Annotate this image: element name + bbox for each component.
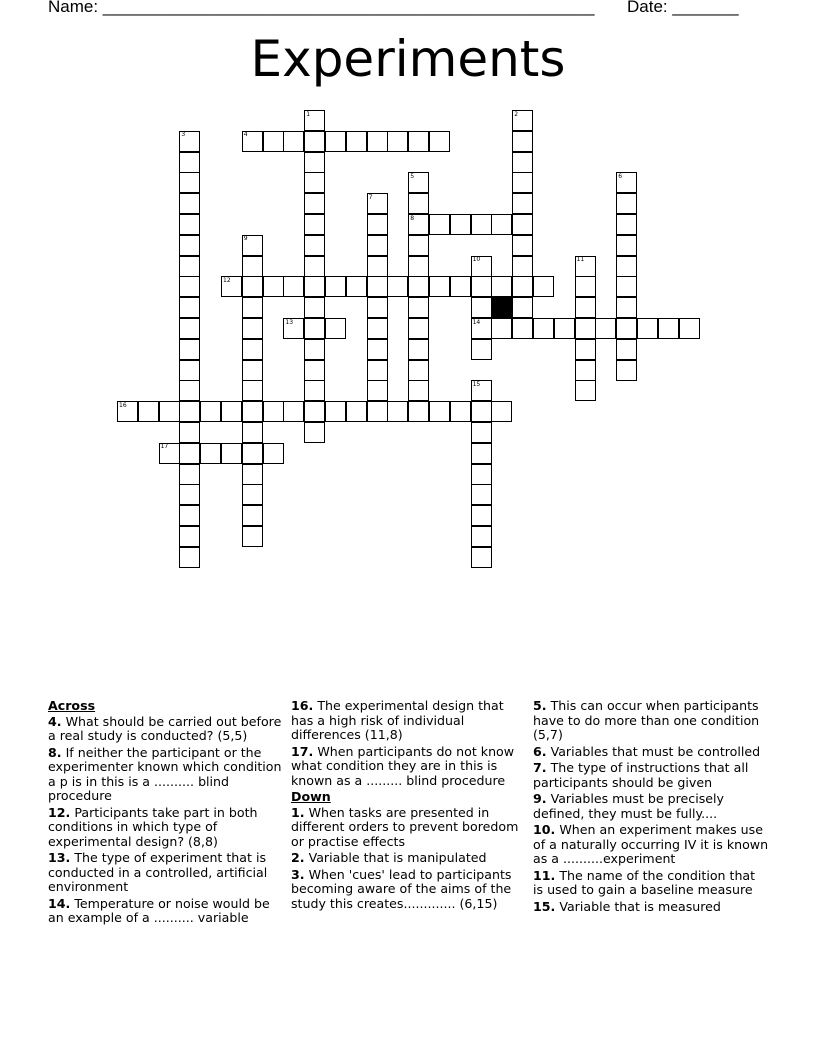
crossword-cell[interactable] xyxy=(325,276,346,297)
crossword-cell[interactable] xyxy=(616,360,637,381)
clue-number: 15. xyxy=(533,898,556,914)
clue-number: 6 xyxy=(618,172,623,180)
crossword-cell[interactable] xyxy=(179,526,200,547)
crossword-cell[interactable] xyxy=(471,547,492,568)
clue-number: 3 xyxy=(181,131,186,139)
crossword-cell[interactable] xyxy=(221,401,242,422)
clue-number: 9. xyxy=(533,791,547,806)
crossword-cell[interactable] xyxy=(471,318,492,339)
crossword-cell[interactable] xyxy=(242,484,263,505)
crossword-cell[interactable] xyxy=(179,131,200,152)
clue-text: Variable that is manipulated xyxy=(308,850,487,865)
crossword-cell[interactable] xyxy=(408,235,429,256)
crossword-cell[interactable] xyxy=(304,360,325,381)
crossword-cell[interactable] xyxy=(658,318,679,339)
crossword-cell[interactable] xyxy=(367,193,388,214)
clue-number: 13. xyxy=(48,850,71,865)
clue-number: 13 xyxy=(285,318,294,326)
clue-text: This can occur when participants have to do more than one condition (5,7) xyxy=(533,698,760,742)
clue-number: 16 xyxy=(119,401,127,409)
crossword-cell[interactable] xyxy=(616,276,637,297)
crossword-cell[interactable] xyxy=(408,360,429,381)
crossword-cell[interactable] xyxy=(471,526,492,547)
crossword-cell[interactable] xyxy=(179,172,200,193)
crossword-cell[interactable] xyxy=(304,339,325,360)
crossword-cell[interactable] xyxy=(408,401,429,422)
clue-number: 8. xyxy=(48,744,62,760)
crossword-cell[interactable] xyxy=(575,318,596,339)
crossword-cell[interactable] xyxy=(304,110,325,131)
clue-text: When participants do not know what condition they are in this is known as a ......... blind procedure xyxy=(291,743,515,788)
crossword-cell[interactable] xyxy=(304,193,325,214)
crossword-cell[interactable] xyxy=(512,152,533,173)
clue-text: The name of the condition that is used to gain a baseline measure xyxy=(533,867,756,897)
crossword-cell[interactable] xyxy=(242,505,263,526)
crossword-cell[interactable] xyxy=(263,443,284,464)
crossword-cell[interactable] xyxy=(471,443,492,464)
page-title: Experiments xyxy=(250,30,566,88)
crossword-cell[interactable] xyxy=(512,172,533,193)
crossword-cell[interactable] xyxy=(367,256,388,277)
crossword-cell[interactable] xyxy=(304,422,325,443)
crossword-cell[interactable] xyxy=(242,131,263,152)
crossword-cell[interactable] xyxy=(263,131,284,152)
crossword-cell[interactable] xyxy=(367,360,388,381)
date-field-label: Date: _______ xyxy=(627,0,739,16)
clue-number: 11 xyxy=(576,256,585,264)
crossword-cell[interactable] xyxy=(471,422,492,443)
crossword-cell[interactable] xyxy=(408,318,429,339)
clue-text: Variables must be precisely defined, they must be fully.... xyxy=(533,791,724,821)
crossword-cell[interactable] xyxy=(616,193,637,214)
clue-item xyxy=(291,745,527,789)
crossword-cell[interactable] xyxy=(179,401,200,422)
crossword-cell[interactable] xyxy=(491,214,512,235)
clue-number: 2. xyxy=(291,850,305,865)
crossword-cell[interactable] xyxy=(242,297,263,318)
clues-column-2 xyxy=(291,699,527,913)
crossword-cell[interactable] xyxy=(304,276,325,297)
clue-number: 2 xyxy=(514,110,519,118)
clue-text: Variables that must be controlled xyxy=(550,743,761,759)
crossword-cell[interactable] xyxy=(512,131,533,152)
crossword-cell[interactable] xyxy=(408,256,429,277)
crossword-cell[interactable] xyxy=(387,401,408,422)
clue-text: Variable that is measured xyxy=(559,898,721,914)
clue-number: 10. xyxy=(533,822,556,837)
clue-number: 1 xyxy=(306,110,311,118)
clue-text: Temperature or noise would be an example of a .......... variable xyxy=(48,895,270,925)
crossword-cell[interactable] xyxy=(471,214,492,235)
crossword-cell[interactable] xyxy=(346,131,367,152)
crossword-cell[interactable] xyxy=(263,276,284,297)
crossword-cell[interactable] xyxy=(242,526,263,547)
crossword-cell[interactable] xyxy=(408,297,429,318)
crossword-cell[interactable] xyxy=(616,318,637,339)
crossword-cell[interactable] xyxy=(179,256,200,277)
clue-text: What should be carried out before a real study is conducted? (5,5) xyxy=(48,713,282,743)
crossword-cell[interactable] xyxy=(367,401,388,422)
clue-text: When tasks are presented in different orders to prevent boredom or practise effects xyxy=(291,804,519,849)
crossword-cell[interactable] xyxy=(179,297,200,318)
crossword-cell[interactable] xyxy=(533,276,554,297)
crossword-cell[interactable] xyxy=(471,401,492,422)
crossword-cell[interactable] xyxy=(117,401,138,422)
clue-text: The type of instructions that all participants should be given xyxy=(533,760,749,790)
crossword-cell[interactable] xyxy=(512,235,533,256)
crossword-cell[interactable] xyxy=(616,235,637,256)
crossword-cell[interactable] xyxy=(304,318,325,339)
crossword-cell[interactable] xyxy=(179,339,200,360)
crossword-cell[interactable] xyxy=(283,276,304,297)
crossword-cell[interactable] xyxy=(179,235,200,256)
crossword-cell[interactable] xyxy=(429,401,450,422)
crossword-cell[interactable] xyxy=(304,256,325,277)
crossword-cell[interactable] xyxy=(304,172,325,193)
crossword-cell[interactable] xyxy=(138,401,159,422)
crossword-cell[interactable] xyxy=(367,214,388,235)
crossword-cell[interactable] xyxy=(242,276,263,297)
black-square xyxy=(491,297,512,318)
crossword-cell[interactable] xyxy=(179,484,200,505)
crossword-cell[interactable] xyxy=(429,276,450,297)
crossword-cell[interactable] xyxy=(242,443,263,464)
crossword-cell[interactable] xyxy=(367,339,388,360)
crossword-cell[interactable] xyxy=(242,256,263,277)
crossword-cell[interactable] xyxy=(179,318,200,339)
clue-item xyxy=(533,699,769,743)
clue-text: The experimental design that has a high risk of individual differences (11,8) xyxy=(291,698,504,742)
clue-number: 6. xyxy=(533,743,547,759)
crossword-cell[interactable] xyxy=(242,339,263,360)
crossword-cell[interactable] xyxy=(575,339,596,360)
crossword-cell[interactable] xyxy=(408,193,429,214)
crossword-cell[interactable] xyxy=(408,131,429,152)
crossword-cell[interactable] xyxy=(304,297,325,318)
crossword-cell[interactable] xyxy=(325,401,346,422)
crossword-cell[interactable] xyxy=(179,422,200,443)
clue-number: 11. xyxy=(533,867,556,883)
clue-item xyxy=(533,823,769,867)
crossword-cell[interactable] xyxy=(512,193,533,214)
crossword-cell[interactable] xyxy=(408,339,429,360)
crossword-cell[interactable] xyxy=(471,339,492,360)
crossword-cell[interactable] xyxy=(346,401,367,422)
crossword-cell[interactable] xyxy=(616,297,637,318)
clue-number: 14. xyxy=(48,895,71,911)
crossword-cell[interactable] xyxy=(429,131,450,152)
clue-item xyxy=(533,869,769,898)
clue-number: 17. xyxy=(291,743,314,759)
crossword-cell[interactable] xyxy=(408,214,429,235)
crossword-cell[interactable] xyxy=(575,380,596,401)
crossword-cell[interactable] xyxy=(179,547,200,568)
crossword-cell[interactable] xyxy=(575,297,596,318)
crossword-cell[interactable] xyxy=(512,297,533,318)
crossword-cell[interactable] xyxy=(679,318,700,339)
clue-number: 4. xyxy=(48,713,62,729)
crossword-cell[interactable] xyxy=(304,235,325,256)
clue-number: 17 xyxy=(160,443,169,451)
clue-number: 7. xyxy=(533,760,547,775)
crossword-cell[interactable] xyxy=(179,214,200,235)
crossword-cell[interactable] xyxy=(450,276,471,297)
crossword-cell[interactable] xyxy=(471,464,492,485)
crossword-cell[interactable] xyxy=(179,505,200,526)
crossword-cell[interactable] xyxy=(471,256,492,277)
clue-text: The type of experiment that is conducted in a controlled, artificial environment xyxy=(48,850,268,894)
down-heading: Down xyxy=(291,789,331,804)
crossword-cell[interactable] xyxy=(242,464,263,485)
crossword-cell[interactable] xyxy=(471,276,492,297)
clue-item xyxy=(291,699,527,743)
crossword-cell[interactable] xyxy=(346,276,367,297)
crossword-cell[interactable] xyxy=(200,443,221,464)
crossword-cell[interactable] xyxy=(283,131,304,152)
crossword-cell[interactable] xyxy=(304,214,325,235)
crossword-cell[interactable] xyxy=(242,401,263,422)
clue-number: 3. xyxy=(291,866,305,882)
clue-item xyxy=(291,851,527,866)
crossword-cell[interactable] xyxy=(471,505,492,526)
crossword-cell[interactable] xyxy=(512,276,533,297)
clue-text: When 'cues' lead to participants becoming aware of the aims of the study this creates............. (6,15) xyxy=(291,866,512,911)
crossword-cell[interactable] xyxy=(429,214,450,235)
crossword-cell[interactable] xyxy=(304,401,325,422)
clue-number: 8 xyxy=(410,214,415,222)
clue-item xyxy=(48,715,284,744)
clue-item xyxy=(48,806,284,850)
clue-number: 1. xyxy=(291,804,305,820)
crossword-cell[interactable] xyxy=(512,110,533,131)
crossword-cell[interactable] xyxy=(325,131,346,152)
crossword-cell[interactable] xyxy=(575,256,596,277)
clue-item xyxy=(533,792,769,821)
crossword-cell[interactable] xyxy=(304,131,325,152)
crossword-cell[interactable] xyxy=(325,318,346,339)
clue-number: 5. xyxy=(533,698,547,713)
crossword-cell[interactable] xyxy=(491,276,512,297)
crossword-cell[interactable] xyxy=(242,318,263,339)
crossword-cell[interactable] xyxy=(367,297,388,318)
clue-number: 15 xyxy=(472,380,481,388)
crossword-cell[interactable] xyxy=(575,276,596,297)
crossword-cell[interactable] xyxy=(242,235,263,256)
clue-text: Participants take part in both conditions in which type of experimental design? (8,8) xyxy=(48,804,258,849)
crossword-cell[interactable] xyxy=(304,380,325,401)
crossword-cell[interactable] xyxy=(491,401,512,422)
crossword-cell[interactable] xyxy=(450,401,471,422)
clue-number: 16. xyxy=(291,698,314,713)
clue-number: 7 xyxy=(368,193,373,201)
name-field-label: Name: ____________________________________________________ xyxy=(48,0,595,16)
across-heading: Across xyxy=(48,698,96,713)
crossword-cell[interactable] xyxy=(263,401,284,422)
crossword-cell[interactable] xyxy=(408,172,429,193)
crossword-cell[interactable] xyxy=(179,464,200,485)
clue-number: 9 xyxy=(243,235,248,243)
crossword-cell[interactable] xyxy=(200,401,221,422)
crossword-cell[interactable] xyxy=(179,443,200,464)
crossword-cell[interactable] xyxy=(242,380,263,401)
clue-number: 5 xyxy=(410,172,415,180)
clue-item xyxy=(48,851,284,895)
clue-number: 12 xyxy=(223,276,231,284)
crossword-cell[interactable] xyxy=(221,276,242,297)
crossword-cell[interactable] xyxy=(491,318,512,339)
crossword-cell[interactable] xyxy=(367,235,388,256)
clue-number: 12. xyxy=(48,804,71,820)
crossword-cell[interactable] xyxy=(595,318,616,339)
crossword-cell[interactable] xyxy=(367,276,388,297)
crossword-cell[interactable] xyxy=(408,276,429,297)
crossword-cell[interactable] xyxy=(367,318,388,339)
clue-item xyxy=(48,746,284,804)
crossword-cell[interactable] xyxy=(616,214,637,235)
crossword-cell[interactable] xyxy=(283,401,304,422)
crossword-cell[interactable] xyxy=(179,193,200,214)
clue-item xyxy=(533,900,769,915)
crossword-cell[interactable] xyxy=(159,401,180,422)
crossword-cell[interactable] xyxy=(367,131,388,152)
crossword-cell[interactable] xyxy=(471,380,492,401)
crossword-cell[interactable] xyxy=(367,380,388,401)
crossword-cell[interactable] xyxy=(616,339,637,360)
crossword-cell[interactable] xyxy=(471,297,492,318)
crossword-cell[interactable] xyxy=(387,131,408,152)
crossword-cell[interactable] xyxy=(304,152,325,173)
crossword-cell[interactable] xyxy=(637,318,658,339)
crossword-cell[interactable] xyxy=(512,318,533,339)
crossword-cell[interactable] xyxy=(471,484,492,505)
clue-item xyxy=(533,745,769,760)
crossword-cell[interactable] xyxy=(242,360,263,381)
clue-number: 14 xyxy=(472,318,481,326)
crossword-cell[interactable] xyxy=(242,422,263,443)
crossword-cell[interactable] xyxy=(575,360,596,381)
crossword-cell[interactable] xyxy=(450,214,471,235)
crossword-cell[interactable] xyxy=(221,443,242,464)
crossword-cell[interactable] xyxy=(179,380,200,401)
crossword-cell[interactable] xyxy=(533,318,554,339)
crossword-cell[interactable] xyxy=(179,276,200,297)
clues-column-1 xyxy=(48,699,284,928)
clue-text: If neither the participant or the experimenter known which condition a p is in this is a .......... blind procedure xyxy=(48,744,282,803)
crossword-cell[interactable] xyxy=(512,256,533,277)
crossword-cell[interactable] xyxy=(512,214,533,235)
clue-number: 4 xyxy=(243,131,248,139)
clue-item xyxy=(48,897,284,926)
clue-item xyxy=(533,761,769,790)
crossword-cell[interactable] xyxy=(387,276,408,297)
crossword-cell[interactable] xyxy=(159,443,180,464)
clue-item xyxy=(291,868,527,912)
crossword-cell[interactable] xyxy=(408,380,429,401)
crossword-cell[interactable] xyxy=(616,256,637,277)
clue-number: 10 xyxy=(472,256,481,264)
clue-text: When an experiment makes use of a naturally occurring IV it is known as a ..........experiment xyxy=(533,822,769,866)
clue-item xyxy=(291,806,527,850)
crossword-cell[interactable] xyxy=(554,318,575,339)
crossword-cell[interactable] xyxy=(179,360,200,381)
crossword-cell[interactable] xyxy=(616,172,637,193)
clues-column-3 xyxy=(533,699,769,916)
crossword-cell[interactable] xyxy=(283,318,304,339)
crossword-cell[interactable] xyxy=(179,152,200,173)
